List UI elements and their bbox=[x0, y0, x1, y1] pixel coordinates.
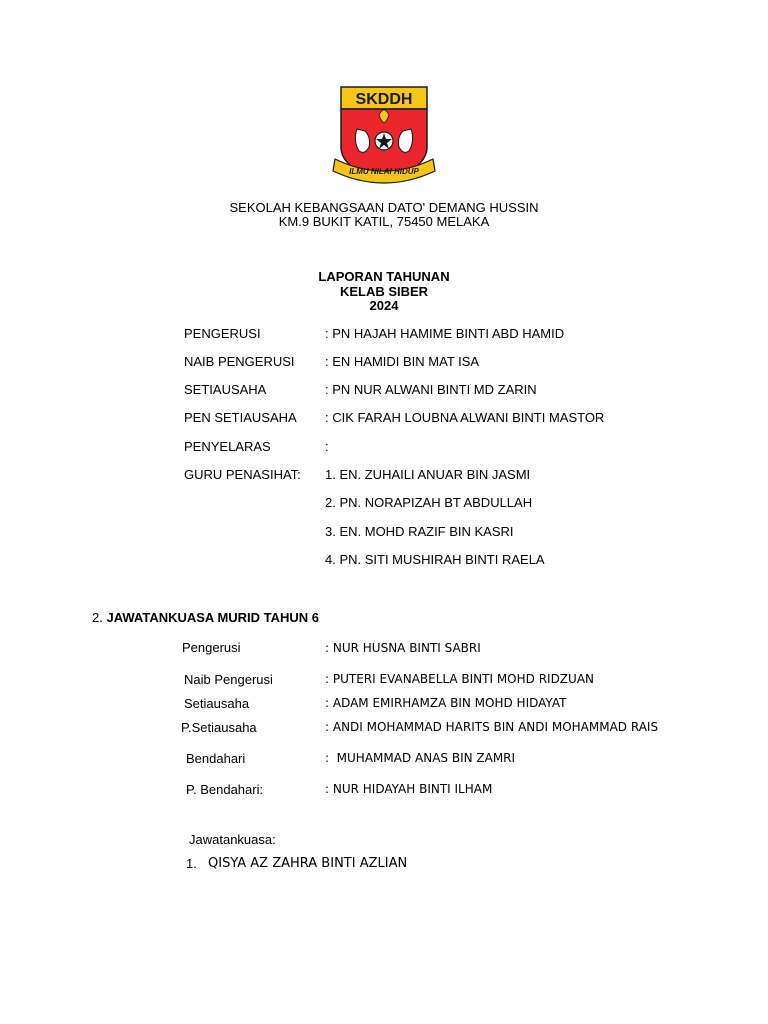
student-role-value: : NUR HIDAYAH BINTI ILHAM bbox=[325, 782, 493, 796]
student-role-value: : ADAM EMIRHAMZA BIN MOHD HIDAYAT bbox=[325, 696, 567, 710]
student-role-label: Setiausaha bbox=[184, 696, 250, 711]
member-number: 1. bbox=[186, 856, 197, 871]
logo-banner-text: SKDDH bbox=[355, 91, 413, 108]
school-address: KM.9 BUKIT KATIL, 75450 MELAKA bbox=[278, 214, 490, 229]
member-name: QISYA AZ ZAHRA BINTI AZLIAN bbox=[208, 856, 408, 871]
section-heading bbox=[92, 610, 319, 625]
committee-label: SETIAUSAHA bbox=[184, 382, 267, 397]
committee-value: : EN HAMIDI BIN MAT ISA bbox=[325, 354, 480, 369]
committee-value: : PN NUR ALWANI BINTI MD ZARIN bbox=[325, 382, 537, 397]
committee-value: : bbox=[325, 439, 329, 454]
advisor-item: 1. EN. ZUHAILI ANUAR BIN JASMI bbox=[325, 467, 531, 482]
advisor-item: 3. EN. MOHD RAZIF BIN KASRI bbox=[325, 524, 514, 539]
members-heading: Jawatankuasa: bbox=[189, 832, 276, 847]
committee-label: PEN SETIAUSAHA bbox=[184, 410, 297, 425]
report-year: 2024 bbox=[369, 298, 399, 313]
committee-label: NAIB PENGERUSI bbox=[184, 354, 295, 369]
school-name: SEKOLAH KEBANGSAAN DATO' DEMANG HUSSIN bbox=[229, 200, 539, 215]
logo-motto: ILMU NILAI HIDUP bbox=[349, 167, 419, 176]
student-role-label: P. Bendahari: bbox=[186, 782, 264, 797]
report-club: KELAB SIBER bbox=[339, 284, 429, 299]
student-role-label: P.Setiausaha bbox=[181, 720, 257, 735]
committee-label: PENGERUSI bbox=[184, 326, 261, 341]
committee-label: PENYELARAS bbox=[184, 439, 271, 454]
student-role-value: : NUR HUSNA BINTI SABRI bbox=[325, 641, 481, 655]
student-role-label: Bendahari bbox=[186, 751, 246, 766]
student-role-value: : PUTERI EVANABELLA BINTI MOHD RIDZUAN bbox=[325, 672, 594, 686]
committee-value: : CIK FARAH LOUBNA ALWANI BINTI MASTOR bbox=[325, 410, 605, 425]
committee-value: : PN HAJAH HAMIME BINTI ABD HAMID bbox=[325, 326, 565, 341]
advisors-label: GURU PENASIHAT: bbox=[184, 467, 301, 482]
advisor-item: 4. PN. SITI MUSHIRAH BINTI RAELA bbox=[325, 552, 545, 567]
report-title: LAPORAN TAHUNAN bbox=[318, 269, 450, 284]
section-title: JAWATANKUASA MURID TAHUN 6 bbox=[106, 610, 320, 625]
student-role-value: : MUHAMMAD ANAS BIN ZAMRI bbox=[325, 751, 516, 765]
student-role-value: : ANDI MOHAMMAD HARITS BIN ANDI MOHAMMAD RAIS bbox=[325, 720, 659, 734]
student-role-label: Naib Pengerusi bbox=[184, 672, 273, 687]
school-logo bbox=[329, 85, 439, 191]
student-role-label: Pengerusi bbox=[182, 640, 241, 655]
section-number: 2. bbox=[92, 610, 103, 625]
advisor-item: 2. PN. NORAPIZAH BT ABDULLAH bbox=[325, 495, 533, 510]
